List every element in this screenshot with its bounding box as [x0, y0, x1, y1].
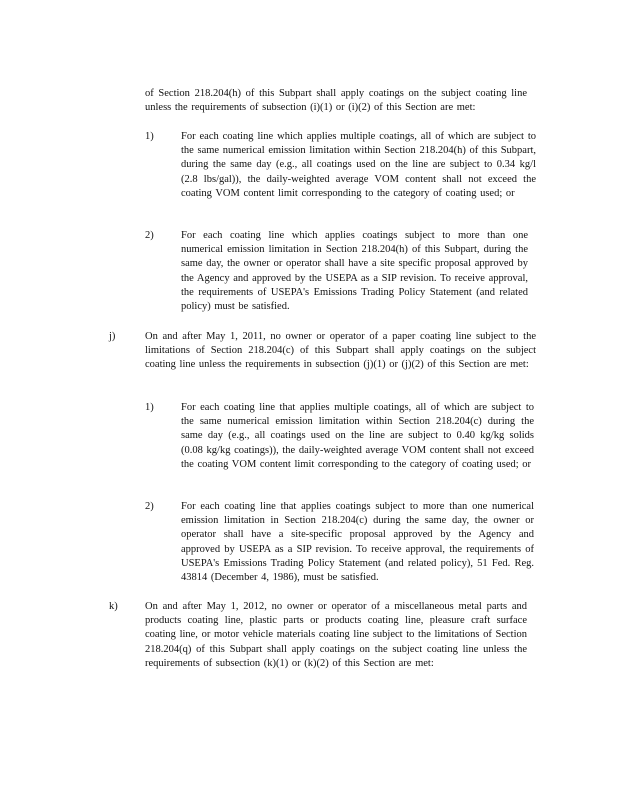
- item-i2-label: 2): [145, 230, 154, 241]
- item-j2-label: 2): [145, 501, 154, 512]
- section-j-label: j): [109, 331, 116, 342]
- section-k-text: On and after May 1, 2012, no owner or operator of a miscellaneous metal parts and products coating line, plastic parts or products coating line, pleasure craft surface coating line, or motor vehicle materials coating line subject to the limitations of Section 218.204(q) of this Subpart shall apply coatings on the subject coating line unless the requirements of subsection (k)(1) or (k)(2) of this Section are met:: [145, 601, 527, 669]
- section-j-text: On and after May 1, 2011, no owner or operator of a paper coating line subject to the limitations of Section 218.204(c) of this Subpart shall apply coatings on the subject coating line unless the requirements in subsection (j)(1) or (j)(2) of this Section are met:: [145, 331, 536, 371]
- section-k-label: k): [109, 601, 118, 612]
- item-j1-label: 1): [145, 402, 154, 413]
- item-i2-text: For each coating line which applies coatings subject to more than one numerical emission limitation in Section 218.204(h) of this Subpart, during the same day, the owner or operator shall have a site specific proposal approved by the Agency and approved by the USEPA as a SIP revision. To receive approval, the requirements of USEPA's Emissions Trading Policy Statement (and related policy) must be satisfied.: [181, 230, 528, 313]
- item-i1-text: For each coating line which applies multiple coatings, all of which are subject to the same numerical emission limitation within Section 218.204(h) of this Subpart, during the same day (e.g., all coatings used on the line are subject to 0.34 kg/l (2.8 lbs/gal)), the daily-weighted average VOM content shall not exceed the coating VOM content limit corresponding to the category of coating used; or: [181, 131, 536, 199]
- item-i1-label: 1): [145, 131, 154, 142]
- intro-paragraph: of Section 218.204(h) of this Subpart shall apply coatings on the subject coating line unless the requirements of subsection (i)(1) or (i)(2) of this Section are met:: [145, 88, 527, 114]
- item-j2-text: For each coating line that applies coatings subject to more than one numerical emission limitation in Section 218.204(c) during the same day, the owner or operator shall have a site-specific proposal approved by the Agency and approved by USEPA as a SIP revision. To receive approval, the requirements of USEPA's Emissions Trading Policy Statement (and related policy), 51 Fed. Reg. 43814 (December 4, 1986), must be satisfied.: [181, 501, 534, 584]
- item-j1-text: For each coating line that applies multiple coatings, all of which are subject to the same numerical emission limitation within Section 218.204(c) during the same day (e.g., all coatings used on the line are subject to 0.40 kg/kg solids (0.08 kg/kg coatings)), the daily-weighted average VOM content shall not exceed the coating VOM content limit corresponding to the category of coating used; or: [181, 402, 534, 470]
